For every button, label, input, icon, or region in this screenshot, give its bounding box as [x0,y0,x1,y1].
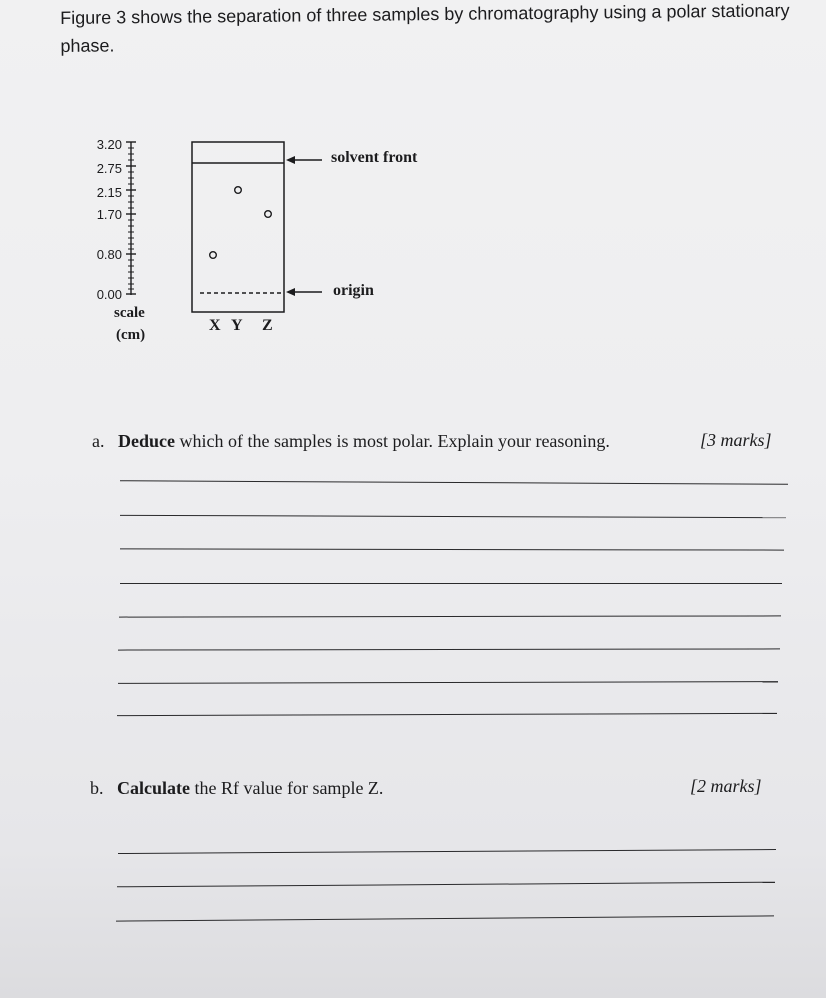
question-a [92,430,610,452]
answer-line-a[interactable] [118,681,778,684]
scale-tick-label: 2.75 [96,161,122,176]
question-a-text: which of the samples is most polar. Explain your reasoning. [175,431,610,451]
answer-line-a[interactable] [120,583,782,584]
answer-line-b[interactable] [118,849,776,854]
question-b [90,777,383,799]
scale-tick-label: 0.00 [96,287,122,302]
solvent-front-label: solvent front [331,149,418,166]
answer-line-b[interactable] [117,882,775,888]
sample-label-y: Y [231,317,243,334]
tlc-plate [192,142,284,312]
question-a-command: Deduce [118,431,175,451]
question-a-letter: a. [92,431,105,451]
spot-y [235,187,242,194]
answer-line-b[interactable] [116,915,774,921]
scale-tick-label: 1.70 [96,207,122,222]
chromatography-figure [88,134,448,354]
sample-label-z: Z [262,317,273,334]
spot-z [265,211,272,218]
answer-line-a[interactable] [117,713,777,716]
answer-line-a[interactable] [118,648,780,650]
scale-tick-label: 3.20 [96,137,122,152]
question-a-marks: [3 marks] [700,430,772,450]
answer-line-a[interactable] [120,515,786,518]
question-b-marks: [2 marks] [690,776,762,796]
answer-line-a[interactable] [120,548,784,550]
scale-unit-label: (cm) [116,327,146,343]
question-b-text: the Rf value for sample Z. [189,778,384,798]
answer-line-a[interactable] [120,480,788,484]
scale-tick-label: 2.15 [96,185,122,200]
spot-x [210,252,217,259]
origin-label: origin [333,282,374,299]
scale-tick-label: 0.80 [96,247,122,262]
answer-line-a[interactable] [119,615,781,617]
question-b-letter: b. [90,778,104,798]
sample-label-x: X [209,317,221,334]
scale-label: scale [114,305,145,321]
question-b-command: Calculate [117,778,190,798]
figure-intro-text: Figure 3 shows the separation of three samples by chromatography using a polar stationary phase. [60,0,790,56]
